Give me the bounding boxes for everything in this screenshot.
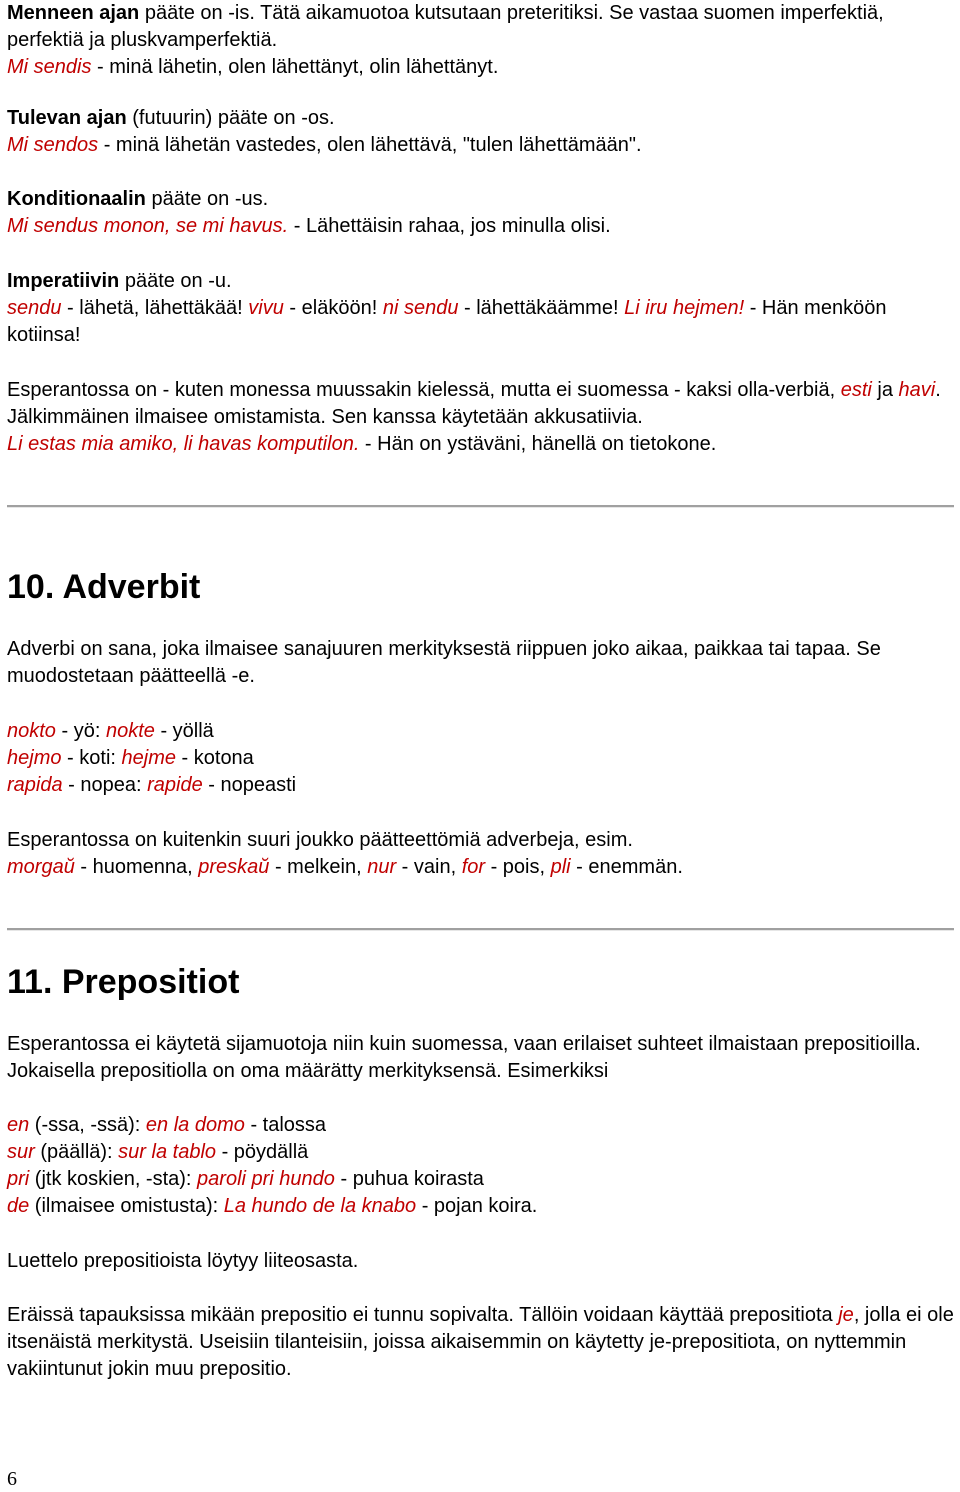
prep-en-gloss: (-ssa, -ssä): bbox=[29, 1114, 146, 1136]
prep-pri-translation: - puhua koirasta bbox=[334, 1168, 484, 1190]
conditional-term: Konditionaalin bbox=[7, 188, 146, 210]
adverb-nur-gloss: - vain, bbox=[396, 856, 462, 878]
adverb-pli: pli bbox=[550, 856, 571, 878]
adverb-ex2-noun: hejmo bbox=[7, 747, 62, 769]
conditional-translation: - Lähettäisin rahaa, jos minulla olisi. bbox=[288, 215, 611, 237]
imperative-example-2: vivu bbox=[248, 297, 284, 319]
preposition-list-note bbox=[7, 1248, 957, 1275]
adverb-more bbox=[7, 827, 957, 881]
past-tense-paragraph bbox=[7, 0, 957, 81]
imperative-example-1: sendu bbox=[7, 297, 62, 319]
prep-de: de bbox=[7, 1195, 30, 1217]
esti-translation: - Hän on ystäväni, hänellä on tietokone. bbox=[359, 433, 717, 455]
esti-text-3: . Jälkimmäinen ilmaisee omistamista. Sen kanssa käytetään akkusatiivia. bbox=[7, 379, 941, 428]
prep-de-gloss: (ilmaisee omistusta): bbox=[29, 1195, 224, 1217]
adverb-ex1-translation: - yöllä bbox=[154, 720, 214, 742]
preposition-intro bbox=[7, 1031, 957, 1085]
prep-sur-gloss: (päällä): bbox=[34, 1141, 119, 1163]
past-term: Menneen ajan bbox=[7, 2, 140, 24]
future-text: (futuurin) pääte on -os. bbox=[126, 107, 335, 129]
prep-sur: sur bbox=[7, 1141, 35, 1163]
future-translation: - minä lähetän vastedes, olen lähettävä, "tulen lähettämään". bbox=[98, 134, 642, 156]
adverb-preskau: preskaŭ bbox=[198, 856, 270, 878]
adverb-morgau: morgaŭ bbox=[7, 856, 75, 878]
adverb-more-text: Esperantossa on kuitenkin suuri joukko päätteettömiä adverbeja, esim. bbox=[7, 829, 633, 851]
adverb-for-gloss: - pois, bbox=[485, 856, 551, 878]
future-example: Mi sendos bbox=[7, 134, 99, 156]
preposition-intro-text: Esperantossa ei käytetä sijamuotoja niin kuin suomessa, vaan erilaiset suhteet ilmaistaan prepositioilla. Jokaisella prepositiolla on oma määrätty merkityksensä. Esimerkiksi bbox=[7, 1033, 921, 1082]
imperative-example-4: Li iru hejmen! bbox=[624, 297, 745, 319]
prep-de-example: La hundo de la knabo bbox=[223, 1195, 417, 1217]
prep-en: en bbox=[7, 1114, 30, 1136]
imperative-translation-1: - lähetä, lähettäkää! bbox=[61, 297, 249, 319]
imperative-term: Imperatiivin bbox=[7, 270, 120, 292]
preposition-examples bbox=[7, 1112, 957, 1220]
je-word: je bbox=[838, 1304, 854, 1326]
future-term: Tulevan ajan bbox=[7, 107, 127, 129]
adverb-ex3-translation: - nopeasti bbox=[202, 774, 297, 796]
adverb-nur: nur bbox=[367, 856, 397, 878]
adverb-ex3-adverb: rapide bbox=[147, 774, 203, 796]
imperative-translation-3: - lähettäkäämme! bbox=[458, 297, 625, 319]
adverb-pli-gloss: - enemmän. bbox=[570, 856, 683, 878]
adverb-ex2-gloss: - koti: bbox=[61, 747, 122, 769]
conditional-example: Mi sendus monon, se mi havus. bbox=[7, 215, 289, 237]
adverb-intro-text: Adverbi on sana, joka ilmaisee sanajuuren merkityksestä riippuen joko aikaa, paikkaa tai tapaa. Se muodostetaan päätteellä -e. bbox=[7, 638, 881, 687]
imperative-example-3: ni sendu bbox=[382, 297, 459, 319]
adverb-ex1-adverb: nokte bbox=[105, 720, 155, 742]
section-11-heading: 11. Prepositiot bbox=[7, 963, 240, 1001]
prep-de-translation: - pojan koira. bbox=[416, 1195, 538, 1217]
prep-en-translation: - talossa bbox=[244, 1114, 327, 1136]
imperative-translation-4: - Hän menköön kotiinsa! bbox=[7, 297, 887, 346]
prep-pri-gloss: (jtk koskien, -sta): bbox=[29, 1168, 198, 1190]
je-text-1: Eräissä tapauksissa mikään prepositio ei tunnu sopivalta. Tällöin voidaan käyttää prepositiota bbox=[7, 1304, 839, 1326]
imperative-text: pääte on -u. bbox=[119, 270, 232, 292]
esti-example: Li estas mia amiko, li havas komputilon. bbox=[7, 433, 360, 455]
section-divider-2 bbox=[7, 928, 954, 931]
prep-sur-translation: - pöydällä bbox=[216, 1141, 309, 1163]
past-example: Mi sendis bbox=[7, 56, 92, 78]
past-translation: - minä lähetin, olen lähettänyt, olin lähettänyt. bbox=[91, 56, 499, 78]
section-divider-1 bbox=[7, 505, 954, 508]
je-paragraph bbox=[7, 1302, 957, 1383]
prep-pri-example: paroli pri hundo bbox=[197, 1168, 335, 1190]
section-10-heading: 10. Adverbit bbox=[7, 568, 201, 606]
adverb-preskau-gloss: - melkein, bbox=[269, 856, 368, 878]
adverb-ex2-translation: - kotona bbox=[175, 747, 254, 769]
adverb-for: for bbox=[461, 856, 486, 878]
je-text-2: , jolla ei ole itsenäistä merkitystä. Useisiin tilanteisiin, joissa aikaisemmin on käytetty je-prepositiota, on nyttemmin vakiintunut jokin muu prepositio. bbox=[7, 1304, 954, 1380]
prep-sur-example: sur la tablo bbox=[118, 1141, 217, 1163]
prep-en-example: en la domo bbox=[145, 1114, 245, 1136]
adverb-examples bbox=[7, 718, 957, 799]
imperative-paragraph bbox=[7, 268, 957, 349]
imperative-translation-2: - eläköön! bbox=[283, 297, 383, 319]
past-text: pääte on -is. Tätä aikamuotoa kutsutaan preteritiksi. Se vastaa suomen imperfektiä, perfektiä ja pluskvamperfektiä. bbox=[7, 2, 884, 51]
havi-word: havi bbox=[898, 379, 936, 401]
adverb-ex1-gloss: - yö: bbox=[55, 720, 106, 742]
page-number: 6 bbox=[7, 1468, 17, 1490]
adverb-ex3-gloss: - nopea: bbox=[62, 774, 148, 796]
esti-word: esti bbox=[840, 379, 872, 401]
adverb-intro bbox=[7, 636, 957, 690]
conditional-paragraph bbox=[7, 186, 957, 240]
adverb-morgau-gloss: - huomenna, bbox=[74, 856, 199, 878]
preposition-list-text: Luettelo prepositioista löytyy liiteosasta. bbox=[7, 1250, 359, 1272]
esti-havi-paragraph bbox=[7, 377, 957, 458]
future-tense-paragraph bbox=[7, 105, 957, 159]
esti-text-1: Esperantossa on - kuten monessa muussakin kielessä, mutta ei suomessa - kaksi olla-verbiä, bbox=[7, 379, 841, 401]
adverb-ex2-adverb: hejme bbox=[121, 747, 176, 769]
adverb-ex1-noun: nokto bbox=[7, 720, 56, 742]
prep-pri: pri bbox=[7, 1168, 30, 1190]
adverb-ex3-noun: rapida bbox=[7, 774, 63, 796]
esti-text-2: ja bbox=[871, 379, 899, 401]
conditional-text: pääte on -us. bbox=[145, 188, 269, 210]
